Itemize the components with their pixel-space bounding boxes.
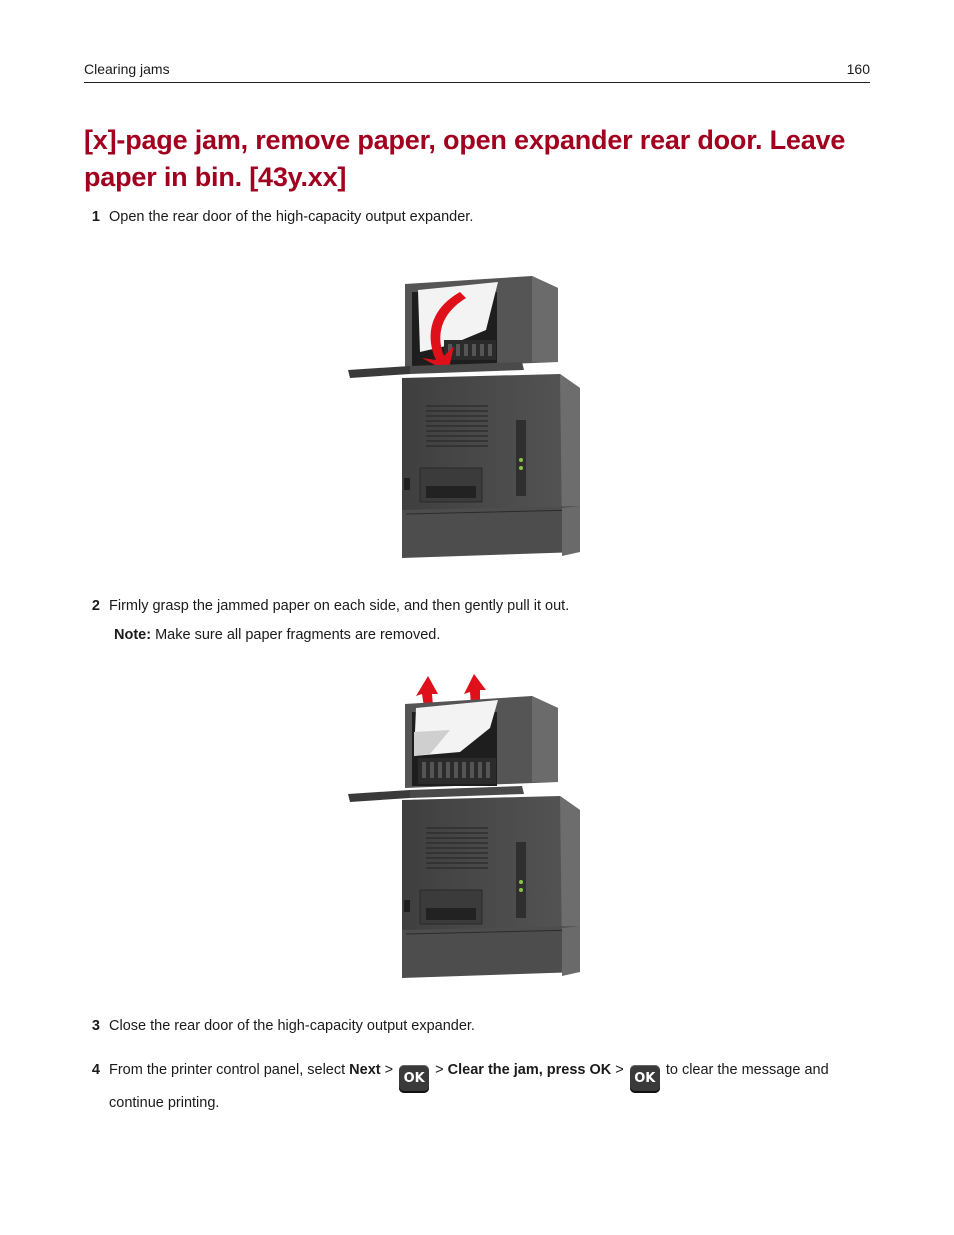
step-text: Close the rear door of the high-capacity output expander. (109, 1018, 475, 1034)
step-number: 4 (91, 1062, 100, 1078)
step-number: 3 (91, 1018, 100, 1034)
rear-door (348, 366, 410, 378)
note-label: Note: (114, 627, 152, 643)
separator: > (384, 1062, 394, 1078)
step-text: Firmly grasp the jammed paper on each side, and then gently pull it out. (109, 598, 570, 614)
menu-next: Next (349, 1062, 381, 1078)
separator: > (615, 1062, 624, 1078)
step-text (109, 1060, 871, 1113)
menu-clear-jam: Clear the jam, press OK (447, 1062, 612, 1078)
page-number: 160 (846, 61, 870, 77)
step-4-outro: to clear the message and continue printing. (109, 1062, 829, 1111)
page-title: [x]-page jam, remove paper, open expander rear door. Leave paper in bin. [43y.xx] (84, 125, 846, 192)
note (114, 627, 440, 643)
figure-remove-paper (340, 672, 590, 992)
figure-open-rear-door (340, 270, 590, 575)
section-title: Clearing jams (84, 61, 170, 77)
step-number: 1 (91, 209, 100, 225)
ok-button-icon: OK (630, 1065, 660, 1093)
step-number: 2 (91, 598, 100, 614)
ok-button-icon: OK (399, 1065, 429, 1093)
page-header (84, 60, 870, 83)
note-text: Make sure all paper fragments are removed. (155, 627, 441, 643)
separator: > (435, 1062, 444, 1078)
step-text: Open the rear door of the high-capacity output expander. (109, 209, 474, 225)
rear-door (348, 790, 410, 802)
step-4-intro: From the printer control panel, select (109, 1062, 346, 1078)
